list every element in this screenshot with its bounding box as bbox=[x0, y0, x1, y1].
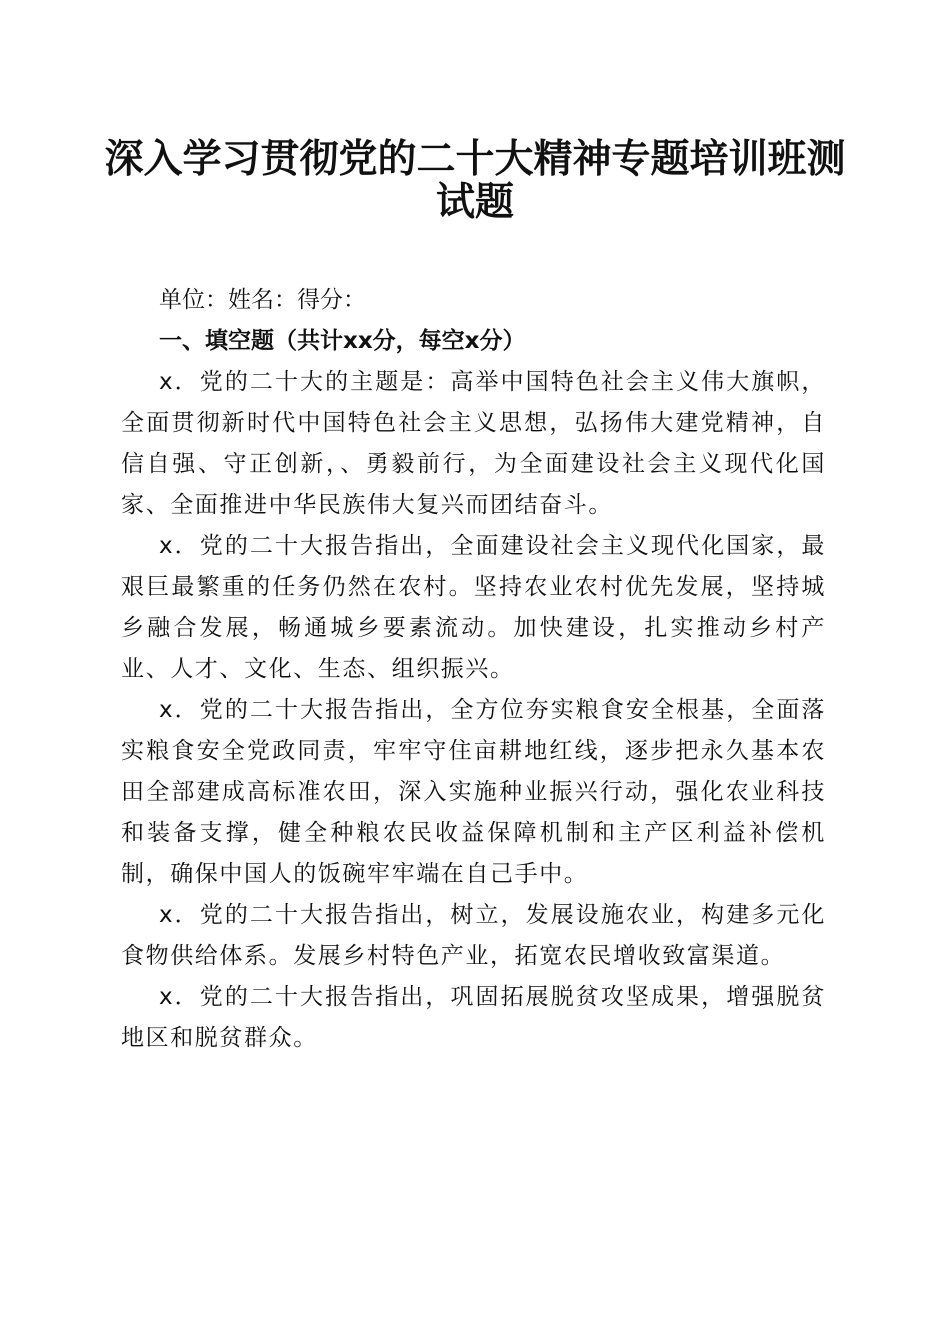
section-heading-fill-in-blank: 一、填空题（共计xx分，每空x分） bbox=[159, 328, 526, 354]
question-paragraph: x．党的二十大报告指出，巩固拓展脱贫攻坚成果，增强脱贫地区和脱贫群众。 bbox=[121, 984, 826, 1051]
question-paragraph: x．党的二十大报告指出，全方位夯实粮食安全根基，全面落实粮食安全党政同责，牢牢守住亩耕地红线，逐步把永久基本农田全部建成高标准农田，深入实施种业振兴行动，强化农业科技和装备支撑，健全种粮农民收益保障机制和主产区利益补偿机制，确保中国人的饭碗牢牢端在自己手中。 bbox=[121, 697, 826, 887]
question-paragraph: x．党的二十大报告指出，全面建设社会主义现代化国家，最艰巨最繁重的任务仍然在农村。坚持农业农村优先发展，坚持城乡融合发展，畅通城乡要素流动。加快建设，扎实推动乡村产业、人才、文化、生态、组织振兴。 bbox=[121, 533, 826, 682]
question-paragraph: x．党的二十大报告指出，树立，发展设施农业，构建多元化食物供给体系。发展乡村特色产业，拓宽农民增收致富渠道。 bbox=[121, 902, 826, 969]
question-paragraph: x．党的二十大的主题是：高举中国特色社会主义伟大旗帜，全面贯彻新时代中国特色社会主义思想，弘扬伟大建党精神，自信自强、守正创新，、勇毅前行，为全面建设社会主义现代化国家、全面推进中华民族伟大复兴而团结奋斗。 bbox=[121, 369, 826, 518]
document-title: 深入学习贯彻党的二十大精神专题培训班测试题 bbox=[104, 136, 846, 225]
respondent-info-line: 单位：姓名：得分： bbox=[159, 287, 366, 313]
document-body bbox=[121, 280, 826, 1059]
